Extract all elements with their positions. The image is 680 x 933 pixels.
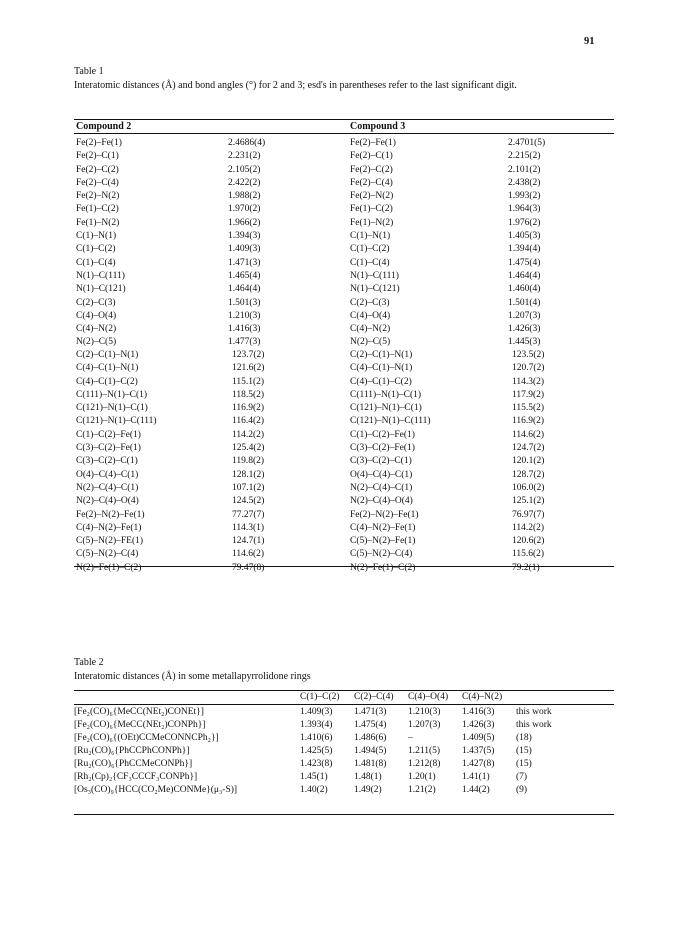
bond-value: 114.2(2)	[232, 429, 265, 440]
bond-value: 2.231(2)	[228, 151, 261, 162]
bond-value: 116.9(2)	[512, 416, 545, 427]
compound-cell: [Ru₂(CO)₆{PhCCPhCONPh}]	[74, 746, 190, 756]
bond-label: Fe(2)–C(1)	[76, 151, 119, 162]
bond-label: C(111)–N(1)–C(1)	[350, 389, 422, 400]
bond-label: C(4)–N(2)–Fe(1)	[76, 522, 142, 533]
bond-value: 114.3(2)	[512, 376, 545, 387]
table2-row	[74, 745, 576, 758]
bond-value: 116.4(2)	[232, 416, 265, 427]
bond-value: 79.2(1)	[512, 562, 540, 573]
distance-cell: 1.416(3)	[462, 707, 495, 717]
bond-label: C(121)–N(1)–C(1)	[76, 403, 148, 414]
bond-label: N(1)–C(111)	[76, 270, 125, 281]
bond-label: N(1)–C(121)	[76, 284, 126, 295]
bond-label: C(3)–C(2)–Fe(1)	[350, 443, 415, 454]
bond-label: Fe(1)–C(2)	[76, 204, 119, 215]
bond-label: C(1)–C(2)	[76, 244, 116, 255]
distances2-labels	[76, 137, 126, 350]
bond-value: 1.394(3)	[228, 231, 261, 242]
bond-value: 2.422(2)	[228, 177, 261, 188]
bond-label: C(4)–O(4)	[76, 310, 117, 321]
bond-label: C(3)–C(2)–Fe(1)	[76, 443, 141, 454]
table2-row	[74, 784, 576, 797]
bond-label: Fe(2)–C(4)	[350, 177, 393, 188]
compound3-header: Compound 3	[350, 121, 406, 132]
bond-label: C(1)–C(2)–Fe(1)	[350, 429, 415, 440]
bond-value: 106.0(2)	[512, 482, 545, 493]
bond-value: 76.97(7)	[512, 509, 545, 520]
bond-label: N(2)–C(4)–O(4)	[76, 496, 139, 507]
reference-cell: (15)	[516, 759, 532, 769]
bond-label: Fe(2)–C(2)	[350, 164, 393, 175]
distance-cell: –	[408, 733, 413, 743]
distance-cell: 1.44(2)	[462, 785, 490, 795]
table2-header-row	[74, 691, 576, 704]
bond-value: 116.9(2)	[232, 403, 265, 414]
bond-value: 1.394(4)	[508, 244, 541, 255]
distance-cell: 1.427(8)	[462, 759, 495, 769]
bond-label: C(2)–C(3)	[350, 297, 390, 308]
bond-value: 2.4701(5)	[508, 138, 546, 148]
bond-label: C(4)–N(2)	[76, 324, 117, 335]
bond-value: 1.964(3)	[508, 204, 541, 215]
bond-label: Fe(2)–Fe(1)	[76, 138, 122, 148]
distance-cell: 1.494(5)	[354, 746, 387, 756]
distance-cell: 1.410(6)	[300, 733, 333, 743]
bond-value: 121.6(2)	[232, 363, 265, 374]
bond-label: N(2)–C(5)	[350, 337, 391, 348]
bond-value: 128.7(2)	[512, 469, 545, 480]
distance-cell: 1.48(1)	[354, 772, 382, 782]
bond-value: 114.2(2)	[512, 522, 545, 533]
bond-value: 79.47(8)	[232, 562, 265, 573]
distance-cell: 1.425(5)	[300, 746, 333, 756]
bond-value: 1.475(4)	[508, 257, 541, 268]
bond-label: C(1)–C(4)	[350, 257, 390, 268]
bond-value: 119.8(2)	[232, 456, 265, 467]
bond-label: C(2)–C(1)–N(1)	[350, 350, 413, 360]
bond-label: N(2)–C(4)–O(4)	[350, 496, 413, 507]
bond-label: C(4)–C(1)–N(1)	[350, 363, 413, 374]
distance-cell: 1.437(5)	[462, 746, 495, 756]
table2-row	[74, 704, 576, 719]
angles3-labels	[350, 349, 431, 575]
distance-cell: 1.423(8)	[300, 759, 333, 769]
compound2-header: Compound 2	[76, 121, 132, 132]
table2-header-cell: C(4)–N(2)	[462, 692, 503, 702]
bond-label: N(2)–C(4)–C(1)	[76, 482, 139, 493]
bond-value: 124.5(2)	[232, 496, 265, 507]
compound-cell: [Fe₂(CO)₆{(OEt)CCMeCONNCPh₂}]	[74, 733, 219, 743]
bond-label: C(2)–C(3)	[76, 297, 116, 308]
bond-value: 1.970(2)	[228, 204, 261, 215]
bond-value: 1.426(3)	[508, 324, 541, 335]
table2-header-cell	[516, 691, 576, 704]
bond-value: 2.105(2)	[228, 164, 261, 175]
bond-label: Fe(2)–C(1)	[350, 151, 393, 162]
reference-cell: (7)	[516, 772, 528, 782]
bond-label: C(5)–N(2)–C(4)	[350, 549, 413, 560]
bond-value: 1.409(3)	[228, 244, 261, 255]
bond-value: 1.464(4)	[508, 270, 541, 281]
bond-value: 77.27(7)	[232, 509, 265, 520]
bond-value: 1.405(3)	[508, 231, 541, 242]
bond-label: O(4)–C(4)–C(1)	[350, 469, 413, 480]
distance-cell: 1.393(4)	[300, 720, 333, 730]
distance-cell: 1.481(8)	[354, 759, 387, 769]
distances3-labels	[350, 137, 400, 350]
table2-bottom-rule	[74, 814, 614, 815]
bond-value: 2.215(2)	[508, 151, 541, 162]
bond-label: Fe(1)–C(2)	[350, 204, 393, 215]
table2-row	[74, 719, 576, 732]
bond-label: O(4)–C(4)–C(1)	[76, 469, 139, 480]
distance-cell: 1.486(6)	[354, 733, 387, 743]
bond-value: 1.477(3)	[228, 337, 261, 348]
table2-body	[74, 704, 576, 797]
reference-cell: (15)	[516, 746, 532, 756]
compound-cell: [Ru₂(CO)₆{PhCCMeCONPh}]	[74, 759, 193, 769]
compound-cell: [Fe₂(CO)₆{MeCC(NEt₂)CONEt}]	[74, 707, 204, 717]
table2-header-cell	[74, 691, 300, 704]
bond-value: 1.445(3)	[508, 337, 541, 348]
table2-caption: Interatomic distances (Å) in some metallapyrrolidone rings	[74, 671, 311, 682]
reference-cell: (18)	[516, 733, 532, 743]
bond-label: C(121)–N(1)–C(111)	[350, 416, 431, 427]
bond-value: 1.460(4)	[508, 284, 541, 295]
reference-cell: this work	[516, 707, 552, 717]
bond-value: 1.993(2)	[508, 191, 541, 202]
bond-value: 1.501(3)	[228, 297, 261, 308]
distance-cell: 1.409(3)	[300, 707, 333, 717]
bond-value: 120.1(2)	[512, 456, 545, 467]
bond-label: Fe(2)–Fe(1)	[350, 138, 396, 148]
table2-header-cell: C(4)–O(4)	[408, 692, 449, 702]
table1-caption: Interatomic distances (Å) and bond angles (°) for 2 and 3; esd's in parentheses refer to the last significant digit.	[74, 80, 517, 91]
bond-value: 114.6(2)	[232, 549, 265, 560]
bond-label: N(1)–C(111)	[350, 270, 399, 281]
bond-value: 117.9(2)	[512, 389, 545, 400]
bond-value: 1.976(2)	[508, 217, 541, 228]
distance-cell: 1.49(2)	[354, 785, 382, 795]
bond-label: C(3)–C(2)–C(1)	[350, 456, 412, 467]
bond-label: C(5)–N(2)–FE(1)	[76, 536, 144, 547]
distance-cell: 1.210(3)	[408, 707, 441, 717]
bond-label: N(2)–C(5)	[76, 337, 117, 348]
distance-cell: 1.45(1)	[300, 772, 328, 782]
distance-cell: 1.41(1)	[462, 772, 490, 782]
table2-label: Table 2	[74, 657, 104, 668]
bond-value: 114.6(2)	[512, 429, 545, 440]
bond-label: C(5)–N(2)–C(4)	[76, 549, 139, 560]
bond-value: 1.464(4)	[228, 284, 261, 295]
bond-value: 124.7(1)	[232, 536, 265, 547]
bond-label: C(111)–N(1)–C(1)	[76, 389, 148, 400]
table2-row	[74, 758, 576, 771]
bond-value: 128.1(2)	[232, 469, 265, 480]
distance-cell: 1.211(5)	[408, 746, 441, 756]
reference-cell: (9)	[516, 785, 528, 795]
bond-value: 2.101(2)	[508, 164, 541, 175]
bond-label: Fe(2)–N(2)–Fe(1)	[350, 509, 419, 520]
bond-label: C(1)–N(1)	[76, 231, 117, 242]
bond-value: 118.5(2)	[232, 389, 265, 400]
bond-label: C(2)–C(1)–N(1)	[76, 350, 139, 360]
distances2-values	[228, 137, 265, 350]
bond-label: Fe(2)–N(2)	[76, 191, 120, 202]
bond-value: 1.966(2)	[228, 217, 261, 228]
bond-value: 107.1(2)	[232, 482, 265, 493]
table2-header-cell: C(2)–C(4)	[354, 692, 394, 702]
bond-value: 2.438(2)	[508, 177, 541, 188]
distance-cell: 1.40(2)	[300, 785, 328, 795]
bond-label: C(3)–C(2)–C(1)	[76, 456, 138, 467]
angles2-values	[232, 349, 264, 575]
table2-row	[74, 771, 576, 784]
table2	[74, 691, 576, 797]
bond-value: 115.1(2)	[232, 376, 265, 387]
bond-value: 1.207(3)	[508, 310, 541, 321]
bond-label: C(121)–N(1)–C(1)	[350, 403, 422, 414]
bond-label: N(1)–C(121)	[350, 284, 400, 295]
distance-cell: 1.20(1)	[408, 772, 436, 782]
bond-label: C(4)–C(1)–N(1)	[76, 363, 139, 374]
bond-label: C(1)–C(2)	[350, 244, 390, 255]
distance-cell: 1.471(3)	[354, 707, 387, 717]
bond-label: Fe(2)–N(2)–Fe(1)	[76, 509, 145, 520]
bond-label: Fe(2)–N(2)	[350, 191, 394, 202]
table1-bottom-rule	[74, 566, 614, 567]
bond-label: N(2)–Fe(1)–C(2)	[76, 562, 142, 573]
bond-value: 115.6(2)	[512, 549, 545, 560]
bond-value: 120.7(2)	[512, 363, 545, 374]
bond-value: 2.4686(4)	[228, 138, 266, 148]
table1-header-rule	[74, 133, 614, 134]
bond-label: C(5)–N(2)–Fe(1)	[350, 536, 416, 547]
angles2-labels	[76, 349, 157, 575]
distance-cell: 1.207(3)	[408, 720, 441, 730]
bond-label: C(4)–N(2)	[350, 324, 391, 335]
bond-value: 125.4(2)	[232, 443, 265, 454]
distance-cell: 1.212(8)	[408, 759, 441, 769]
bond-label: N(2)–Fe(1)–C(2)	[350, 562, 416, 573]
table1-top-rule	[74, 119, 614, 120]
bond-value: 124.7(2)	[512, 443, 545, 454]
distance-cell: 1.475(4)	[354, 720, 387, 730]
bond-value: 1.471(3)	[228, 257, 261, 268]
bond-value: 1.416(3)	[228, 324, 261, 335]
bond-label: C(4)–N(2)–Fe(1)	[350, 522, 416, 533]
bond-label: C(4)–O(4)	[350, 310, 391, 321]
bond-value: 1.501(4)	[508, 297, 541, 308]
page-number: 91	[584, 36, 595, 47]
bond-value: 1.465(4)	[228, 270, 261, 281]
bond-label: Fe(1)–N(2)	[76, 217, 120, 228]
bond-label: Fe(1)–N(2)	[350, 217, 394, 228]
bond-label: C(121)–N(1)–C(111)	[76, 416, 157, 427]
bond-value: 114.3(1)	[232, 522, 265, 533]
distance-cell: 1.21(2)	[408, 785, 436, 795]
bond-label: C(1)–C(4)	[76, 257, 116, 268]
angles3-values	[512, 349, 544, 575]
bond-value: 1.988(2)	[228, 191, 261, 202]
table1-label: Table 1	[74, 66, 104, 77]
bond-value: 123.7(2)	[232, 350, 265, 360]
bond-label: N(2)–C(4)–C(1)	[350, 482, 413, 493]
bond-value: 123.5(2)	[512, 350, 545, 360]
distance-cell: 1.426(3)	[462, 720, 495, 730]
bond-label: C(4)–C(1)–C(2)	[76, 376, 138, 387]
distance-cell: 1.409(5)	[462, 733, 495, 743]
reference-cell: this work	[516, 720, 552, 730]
distances3-values	[508, 137, 545, 350]
bond-label: Fe(2)–C(2)	[76, 164, 119, 175]
bond-label: Fe(2)–C(4)	[76, 177, 119, 188]
bond-label: C(1)–C(2)–Fe(1)	[76, 429, 141, 440]
bond-label: C(4)–C(1)–C(2)	[350, 376, 412, 387]
table2-row	[74, 732, 576, 745]
table2-header-cell: C(1)–C(2)	[300, 692, 340, 702]
compound-cell: [Fe₂(CO)₆{MeCC(NEt₂)CONPh}]	[74, 720, 206, 730]
compound-cell: [Os₃(CO)₉{HCC(CO₂Me)CONMe}(μ₃-S)]	[74, 785, 238, 795]
bond-value: 120.6(2)	[512, 536, 545, 547]
bond-value: 1.210(3)	[228, 310, 261, 321]
bond-label: C(1)–N(1)	[350, 231, 391, 242]
bond-value: 115.5(2)	[512, 403, 545, 414]
compound-cell: [Rh₂(Cp)₂{CF₃CCCF₃CONPh}]	[74, 772, 198, 782]
bond-value: 125.1(2)	[512, 496, 545, 507]
